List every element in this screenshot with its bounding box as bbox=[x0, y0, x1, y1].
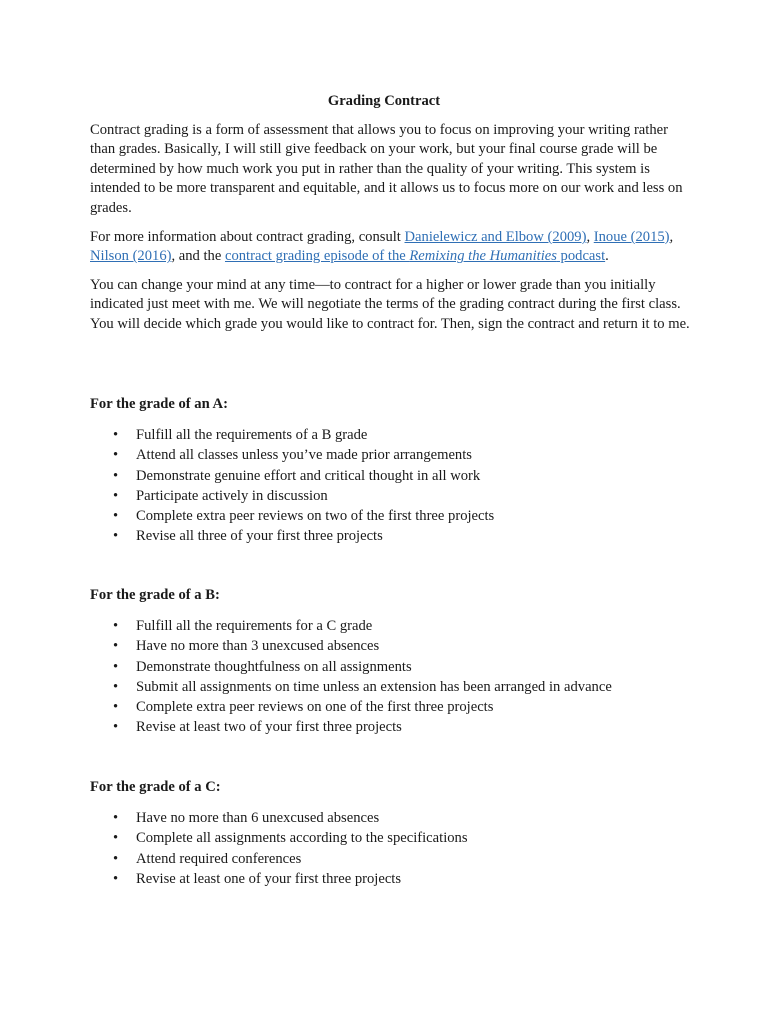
list-item-text: Complete extra peer reviews on one of the first three projects bbox=[136, 699, 494, 716]
bullet-icon: • bbox=[113, 719, 119, 736]
bullet-icon: • bbox=[113, 427, 119, 443]
list-item bbox=[90, 425, 690, 445]
separator-text: , and the bbox=[171, 248, 225, 265]
grade-c-heading: For the grade of a C: bbox=[90, 779, 221, 795]
bullet-icon: • bbox=[113, 830, 119, 847]
podcast-link-text: contract grading episode of the bbox=[224, 248, 410, 265]
grade-c-requirements-list bbox=[90, 808, 690, 889]
list-item-text: Attend all classes unless you’ve made prior arrangements bbox=[136, 447, 472, 464]
page-title: Grading Contract bbox=[327, 93, 441, 109]
change-contract-paragraph: You can change your mind at any time—to contract for a higher or lower grade than you initially indicated just meet with me. We will negotiate the terms of the grading contract during the first class. You will decide which grade you would like to contract for. Then, sign the contract and return it to me. bbox=[90, 277, 690, 332]
list-item-text: Complete all assignments according to the specifications bbox=[136, 830, 468, 847]
bullet-icon: • bbox=[113, 810, 119, 826]
grade-b-requirements-list bbox=[90, 616, 690, 738]
list-item bbox=[90, 808, 690, 828]
list-item bbox=[90, 526, 690, 546]
bullet-icon: • bbox=[113, 850, 119, 867]
bullet-icon: • bbox=[113, 678, 119, 695]
list-item bbox=[90, 828, 690, 848]
podcast-link-suffix: podcast bbox=[556, 248, 606, 265]
list-item-text: Participate actively in discussion bbox=[136, 487, 328, 504]
list-item-text: Have no more than 3 unexcused absences bbox=[136, 638, 380, 655]
list-item bbox=[90, 697, 690, 717]
bullet-icon: • bbox=[113, 487, 119, 504]
list-item bbox=[90, 445, 690, 465]
podcast-title: Remixing the Humanities bbox=[409, 248, 557, 265]
list-item bbox=[90, 466, 690, 486]
separator-text: , bbox=[586, 229, 594, 245]
bullet-icon: • bbox=[113, 658, 119, 675]
list-item-text: Revise at least two of your first three projects bbox=[136, 719, 402, 736]
list-item bbox=[90, 717, 690, 737]
podcast-episode-link[interactable] bbox=[225, 248, 605, 264]
resources-paragraph bbox=[90, 228, 690, 267]
bullet-icon: • bbox=[113, 618, 119, 634]
resources-intro-text: For more information about contract grading, consult bbox=[90, 229, 405, 245]
list-item-text: Have no more than 6 unexcused absences bbox=[136, 810, 380, 826]
list-item bbox=[90, 657, 690, 677]
list-item bbox=[90, 616, 690, 636]
separator-text: , bbox=[669, 229, 674, 245]
intro-paragraph: Contract grading is a form of assessment that allows you to focus on improving your writing rather than grades. Basically, I will still give feedback on your work, but your final course grade will be determined by how much work you put in rather than the quality of your writing. This system is intended to be more transparent and equitable, and it allows us to focus more on our work and less on grades. bbox=[90, 122, 683, 216]
list-item bbox=[90, 486, 690, 506]
period-text: . bbox=[605, 248, 609, 265]
list-item bbox=[90, 506, 690, 526]
list-item-text: Complete extra peer reviews on two of the first three projects bbox=[136, 508, 495, 525]
list-item-text: Revise all three of your first three projects bbox=[136, 528, 383, 545]
grade-a-requirements-list bbox=[90, 425, 690, 547]
inoue-link[interactable]: Inoue (2015) bbox=[593, 229, 670, 245]
bullet-icon: • bbox=[113, 699, 119, 716]
list-item-text: Submit all assignments on time unless an extension has been arranged in advance bbox=[136, 678, 612, 695]
list-item-text: Demonstrate genuine effort and critical thought in all work bbox=[136, 467, 481, 484]
list-item-text: Attend required conferences bbox=[136, 850, 302, 867]
list-item-text: Fulfill all the requirements for a C grade bbox=[136, 618, 373, 634]
grade-b-heading: For the grade of a B: bbox=[90, 587, 220, 603]
list-item-text: Demonstrate thoughtfulness on all assignments bbox=[136, 658, 412, 675]
bullet-icon: • bbox=[113, 447, 119, 464]
grade-a-heading: For the grade of an A: bbox=[90, 396, 228, 412]
list-item bbox=[90, 677, 690, 697]
list-item bbox=[90, 849, 690, 869]
bullet-icon: • bbox=[113, 870, 119, 887]
bullet-icon: • bbox=[113, 638, 119, 655]
list-item-text: Revise at least one of your first three projects bbox=[136, 870, 402, 887]
danielewicz-elbow-link[interactable]: Danielewicz and Elbow (2009) bbox=[404, 229, 587, 245]
bullet-icon: • bbox=[113, 528, 119, 545]
bullet-icon: • bbox=[113, 508, 119, 525]
list-item bbox=[90, 869, 690, 889]
bullet-icon: • bbox=[113, 467, 119, 484]
list-item-text: Fulfill all the requirements of a B grade bbox=[136, 427, 368, 443]
list-item bbox=[90, 636, 690, 656]
nilson-link[interactable]: Nilson (2016) bbox=[90, 248, 172, 265]
